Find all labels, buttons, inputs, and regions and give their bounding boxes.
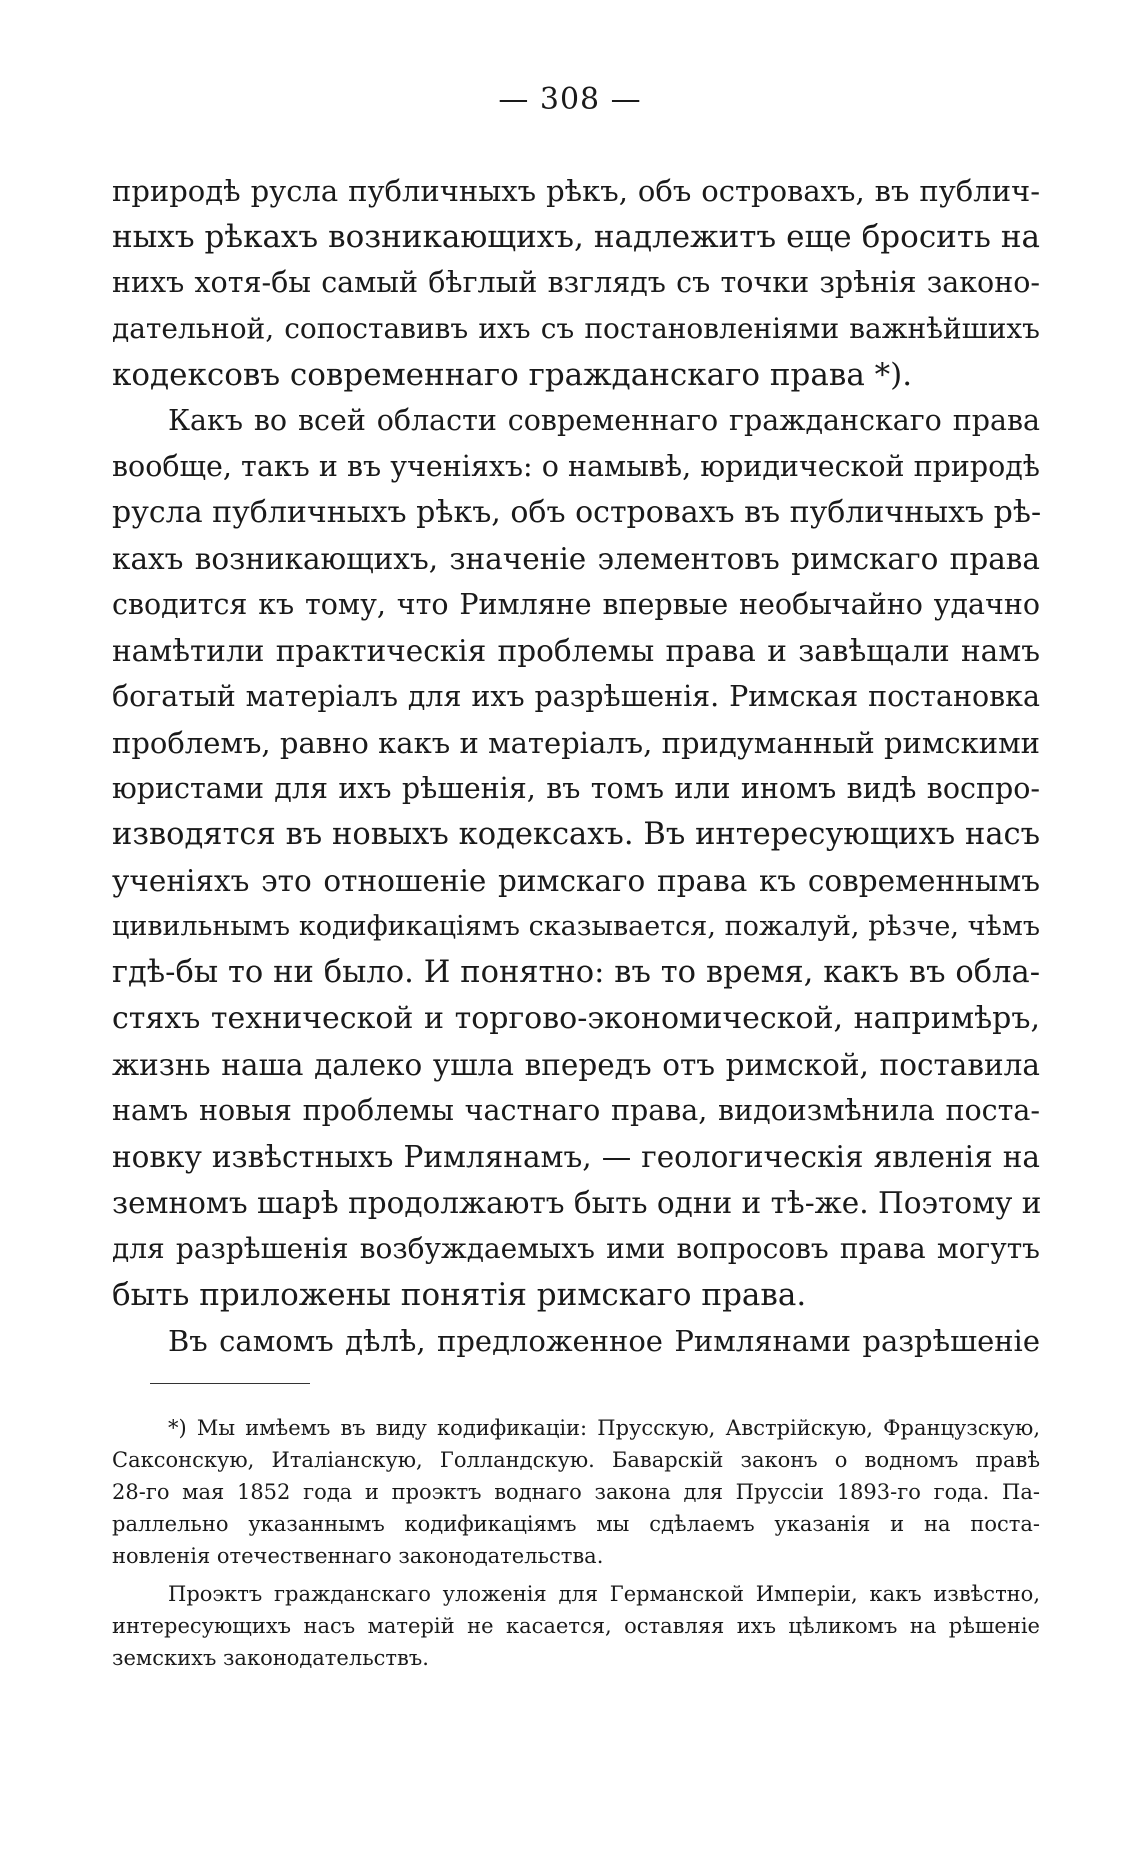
text-line: Въ самомъ дѣлѣ, предложенное Римлянами разрѣшеніе	[168, 1324, 1040, 1358]
paragraph	[112, 1318, 1040, 1364]
paragraph	[112, 398, 1040, 1318]
text-line: быть приложены понятія римскаго права.	[112, 1277, 807, 1313]
text-line: кодексовъ современнаго гражданскаго права *).	[112, 357, 913, 393]
text-line: сводится къ тому, что Римляне впервые необычайно удачно	[112, 588, 1040, 621]
text-line: кахъ возникающихъ, значеніе элементовъ римскаго права	[112, 542, 1040, 576]
text-line: жизнь наша далеко ушла впередъ отъ римской, поставила	[112, 1048, 1040, 1082]
paragraph	[112, 168, 1040, 398]
footnote-line: новленія отечественнаго законодательства.	[112, 1544, 604, 1568]
text-line: цивильнымъ кодификаціямъ сказывается, пожалуй, рѣзче, чѣмъ	[112, 911, 1040, 942]
footnote	[112, 1412, 1040, 1572]
text-line: русла публичныхъ рѣкъ, объ островахъ въ публичныхъ рѣ-	[112, 495, 1042, 530]
footnote-divider	[150, 1383, 310, 1384]
text-line: природѣ русла публичныхъ рѣкъ, объ островахъ, въ публич-	[112, 174, 1040, 208]
text-line: вообще, такъ и въ ученіяхъ: о намывѣ, юридической природѣ	[112, 450, 1040, 483]
text-line: гдѣ-бы то ни было. И понятно: въ то время, какъ въ обла-	[112, 955, 1040, 990]
footnote-line: 28-го мая 1852 года и проэктъ воднаго закона для Пруссіи 1893-го года. Па-	[112, 1480, 1040, 1504]
text-line: намѣтили практическія проблемы права и завѣщали намъ	[112, 634, 1040, 668]
footnote	[112, 1578, 1040, 1674]
text-line: нихъ хотя-бы самый бѣглый взглядъ съ точки зрѣнія законо-	[112, 266, 1040, 299]
footnotes	[112, 1412, 1040, 1674]
text-line: проблемъ, равно какъ и матеріалъ, придуманный римскими	[112, 726, 1040, 760]
text-line: изводятся въ новыхъ кодексахъ. Въ интересующихъ насъ	[112, 817, 1040, 852]
text-line: дательной, сопоставивъ ихъ съ постановленіями важнѣйшихъ	[112, 312, 1040, 345]
footnote-line: *) Мы имѣемъ въ виду кодификаціи: Прусскую, Австрійскую, Французскую,	[168, 1416, 1040, 1440]
text-line: Какъ во всей области современнаго гражданскаго права	[168, 404, 1040, 437]
text-line: земномъ шарѣ продолжаютъ быть одни и тѣ-же. Поэтому и	[112, 1186, 1042, 1220]
main-text	[112, 168, 1040, 1364]
text-line: богатый матеріалъ для ихъ разрѣшенія. Римская постановка	[112, 680, 1040, 713]
footnote-line: раллельно указаннымъ кодификаціямъ мы сдѣлаемъ указанія и на поста-	[112, 1512, 1040, 1536]
footnote-line: Проэктъ гражданскаго уложенія для Германской Имперіи, какъ извѣстно,	[168, 1582, 1040, 1606]
text-line: юристами для ихъ рѣшенія, въ томъ или иномъ видѣ воспро-	[112, 772, 1040, 805]
footnote-line: Саксонскую, Италіанскую, Голландскую. Баварскій законъ о водномъ правѣ	[112, 1448, 1040, 1472]
text-line: стяхъ технической и торгово-экономической, напримѣръ,	[112, 1001, 1040, 1036]
footnote-line: земскихъ законодательствъ.	[112, 1646, 429, 1670]
text-line: ученіяхъ это отношеніе римскаго права къ современнымъ	[112, 864, 1040, 898]
page-number: — 308 —	[498, 82, 642, 117]
text-line: новку извѣстныхъ Римлянамъ, — геологическія явленія на	[112, 1140, 1040, 1174]
text-line: ныхъ рѣкахъ возникающихъ, надлежитъ еще бросить на	[112, 219, 1040, 255]
footnote-line: интересующихъ насъ матерій не касается, оставляя ихъ цѣликомъ на рѣшеніе	[112, 1614, 1040, 1638]
text-line: для разрѣшенія возбуждаемыхъ ими вопросовъ права могутъ	[112, 1232, 1040, 1265]
text-line: намъ новыя проблемы частнаго права, видоизмѣнила поста-	[112, 1094, 1040, 1127]
